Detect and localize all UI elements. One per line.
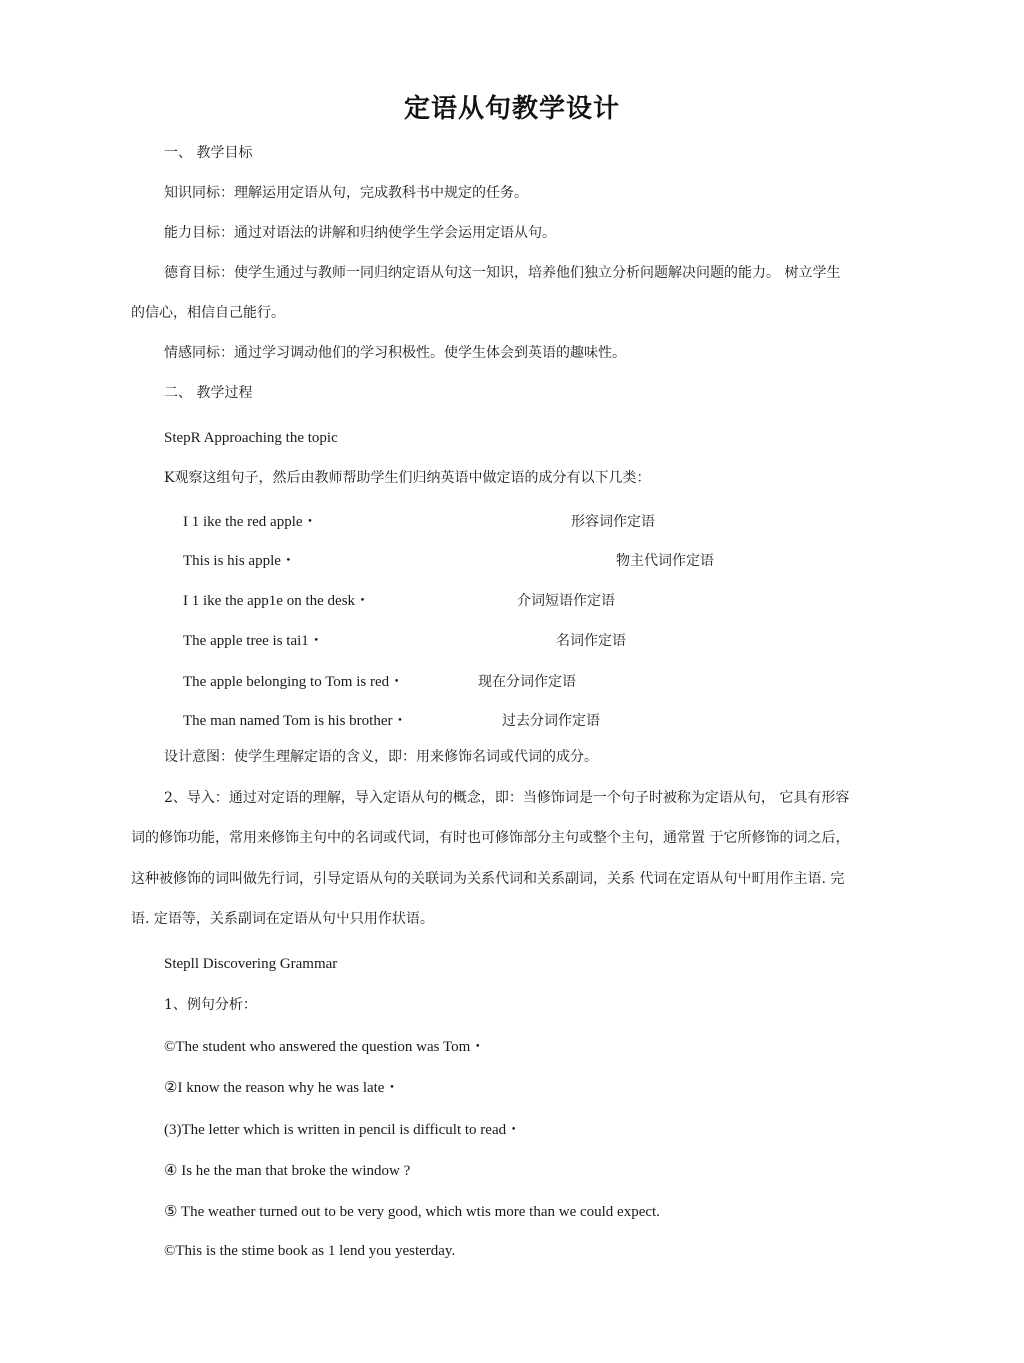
page-title: 定语从句教学设计 <box>403 94 620 124</box>
example-category: 物主代词作定语 <box>616 553 714 569</box>
example-category: 现在分词作定语 <box>478 674 576 690</box>
observe-instruction: K观察这组句子，然后由教师帮助学生们归纳英语中做定语的成分有以下几类： <box>164 470 651 486</box>
design-intent: 设计意图：使学生理解定语的含义，即：用来修饰名词或代词的成分。 <box>164 749 598 765</box>
example-sentence: The apple belonging to Tom is red・ <box>183 674 405 690</box>
analysis-sentence: ②I know the reason why he was late・ <box>164 1080 400 1096</box>
emotion-goal: 情感同标：通过学习调动他们的学习积极性。使学生体会到英语的趣味性。 <box>164 345 626 361</box>
example-category: 形容词作定语 <box>571 514 655 530</box>
intro-paragraph-line-2: 词的修饰功能，常用来修饰主句中的名词或代词，有时也可修饰部分主句或整个主句，通常置 于它所修饰的词之后， <box>131 830 850 846</box>
step2-title: Stepll Discovering Grammar <box>164 956 338 972</box>
analysis-heading: 1、例句分析： <box>164 997 257 1013</box>
section-heading-process: 二、 教学过程 <box>164 385 253 401</box>
intro-paragraph-line-4: 语. 定语等，关系副词在定语从句屮只用作状语。 <box>131 911 434 927</box>
example-sentence: The apple tree is tai1・ <box>183 633 324 649</box>
analysis-sentence: ⑤ The weather turned out to be very good, which wtis more than we could expect. <box>164 1204 660 1220</box>
ability-goal: 能力目标：通过对语法的讲解和归纳使学生学会运用定语从句。 <box>164 225 556 241</box>
example-sentence: I 1 ike the app1e on the desk・ <box>183 593 371 609</box>
intro-paragraph-line-1: 2、导入：通过对定语的理解，导入定语从句的概念，即：当修饰词是一个句子时被称为定语从句， 它具有形容 <box>164 790 850 806</box>
example-sentence: I 1 ike the red apple・ <box>183 514 318 530</box>
step1-title: StepR Approaching the topic <box>164 430 338 446</box>
analysis-sentence: ④ Is he the man that broke the window ? <box>164 1163 411 1179</box>
example-category: 名词作定语 <box>556 633 626 649</box>
analysis-sentence: ©The student who answered the question was Tom・ <box>164 1039 486 1055</box>
section-heading-goals: 一、 教学目标 <box>164 145 253 161</box>
example-sentence: The man named Tom is his brother・ <box>183 713 408 729</box>
moral-goal-line-2: 的信心，相信自己能行。 <box>131 305 285 321</box>
example-sentence: This is his apple・ <box>183 553 296 569</box>
knowledge-goal: 知识同标：理解运用定语从句，完成教科书中规定的任务。 <box>164 185 528 201</box>
example-category: 介词短语作定语 <box>517 593 615 609</box>
moral-goal-line-1: 德育目标：使学生通过与教师一同归纳定语从句这一知识，培养他们独立分析问题解决问题的能力。 树立学生 <box>164 265 841 281</box>
intro-paragraph-line-3: 这种被修饰的词叫做先行词，引导定语从句的关联词为关系代词和关系副词，关系 代词在定语从句屮町用作主语. 完 <box>131 871 845 887</box>
example-category: 过去分词作定语 <box>502 713 600 729</box>
analysis-sentence: (3)The letter which is written in pencil is difficult to read・ <box>164 1122 522 1138</box>
analysis-sentence: ©This is the stime book as 1 lend you yesterday. <box>164 1243 456 1259</box>
